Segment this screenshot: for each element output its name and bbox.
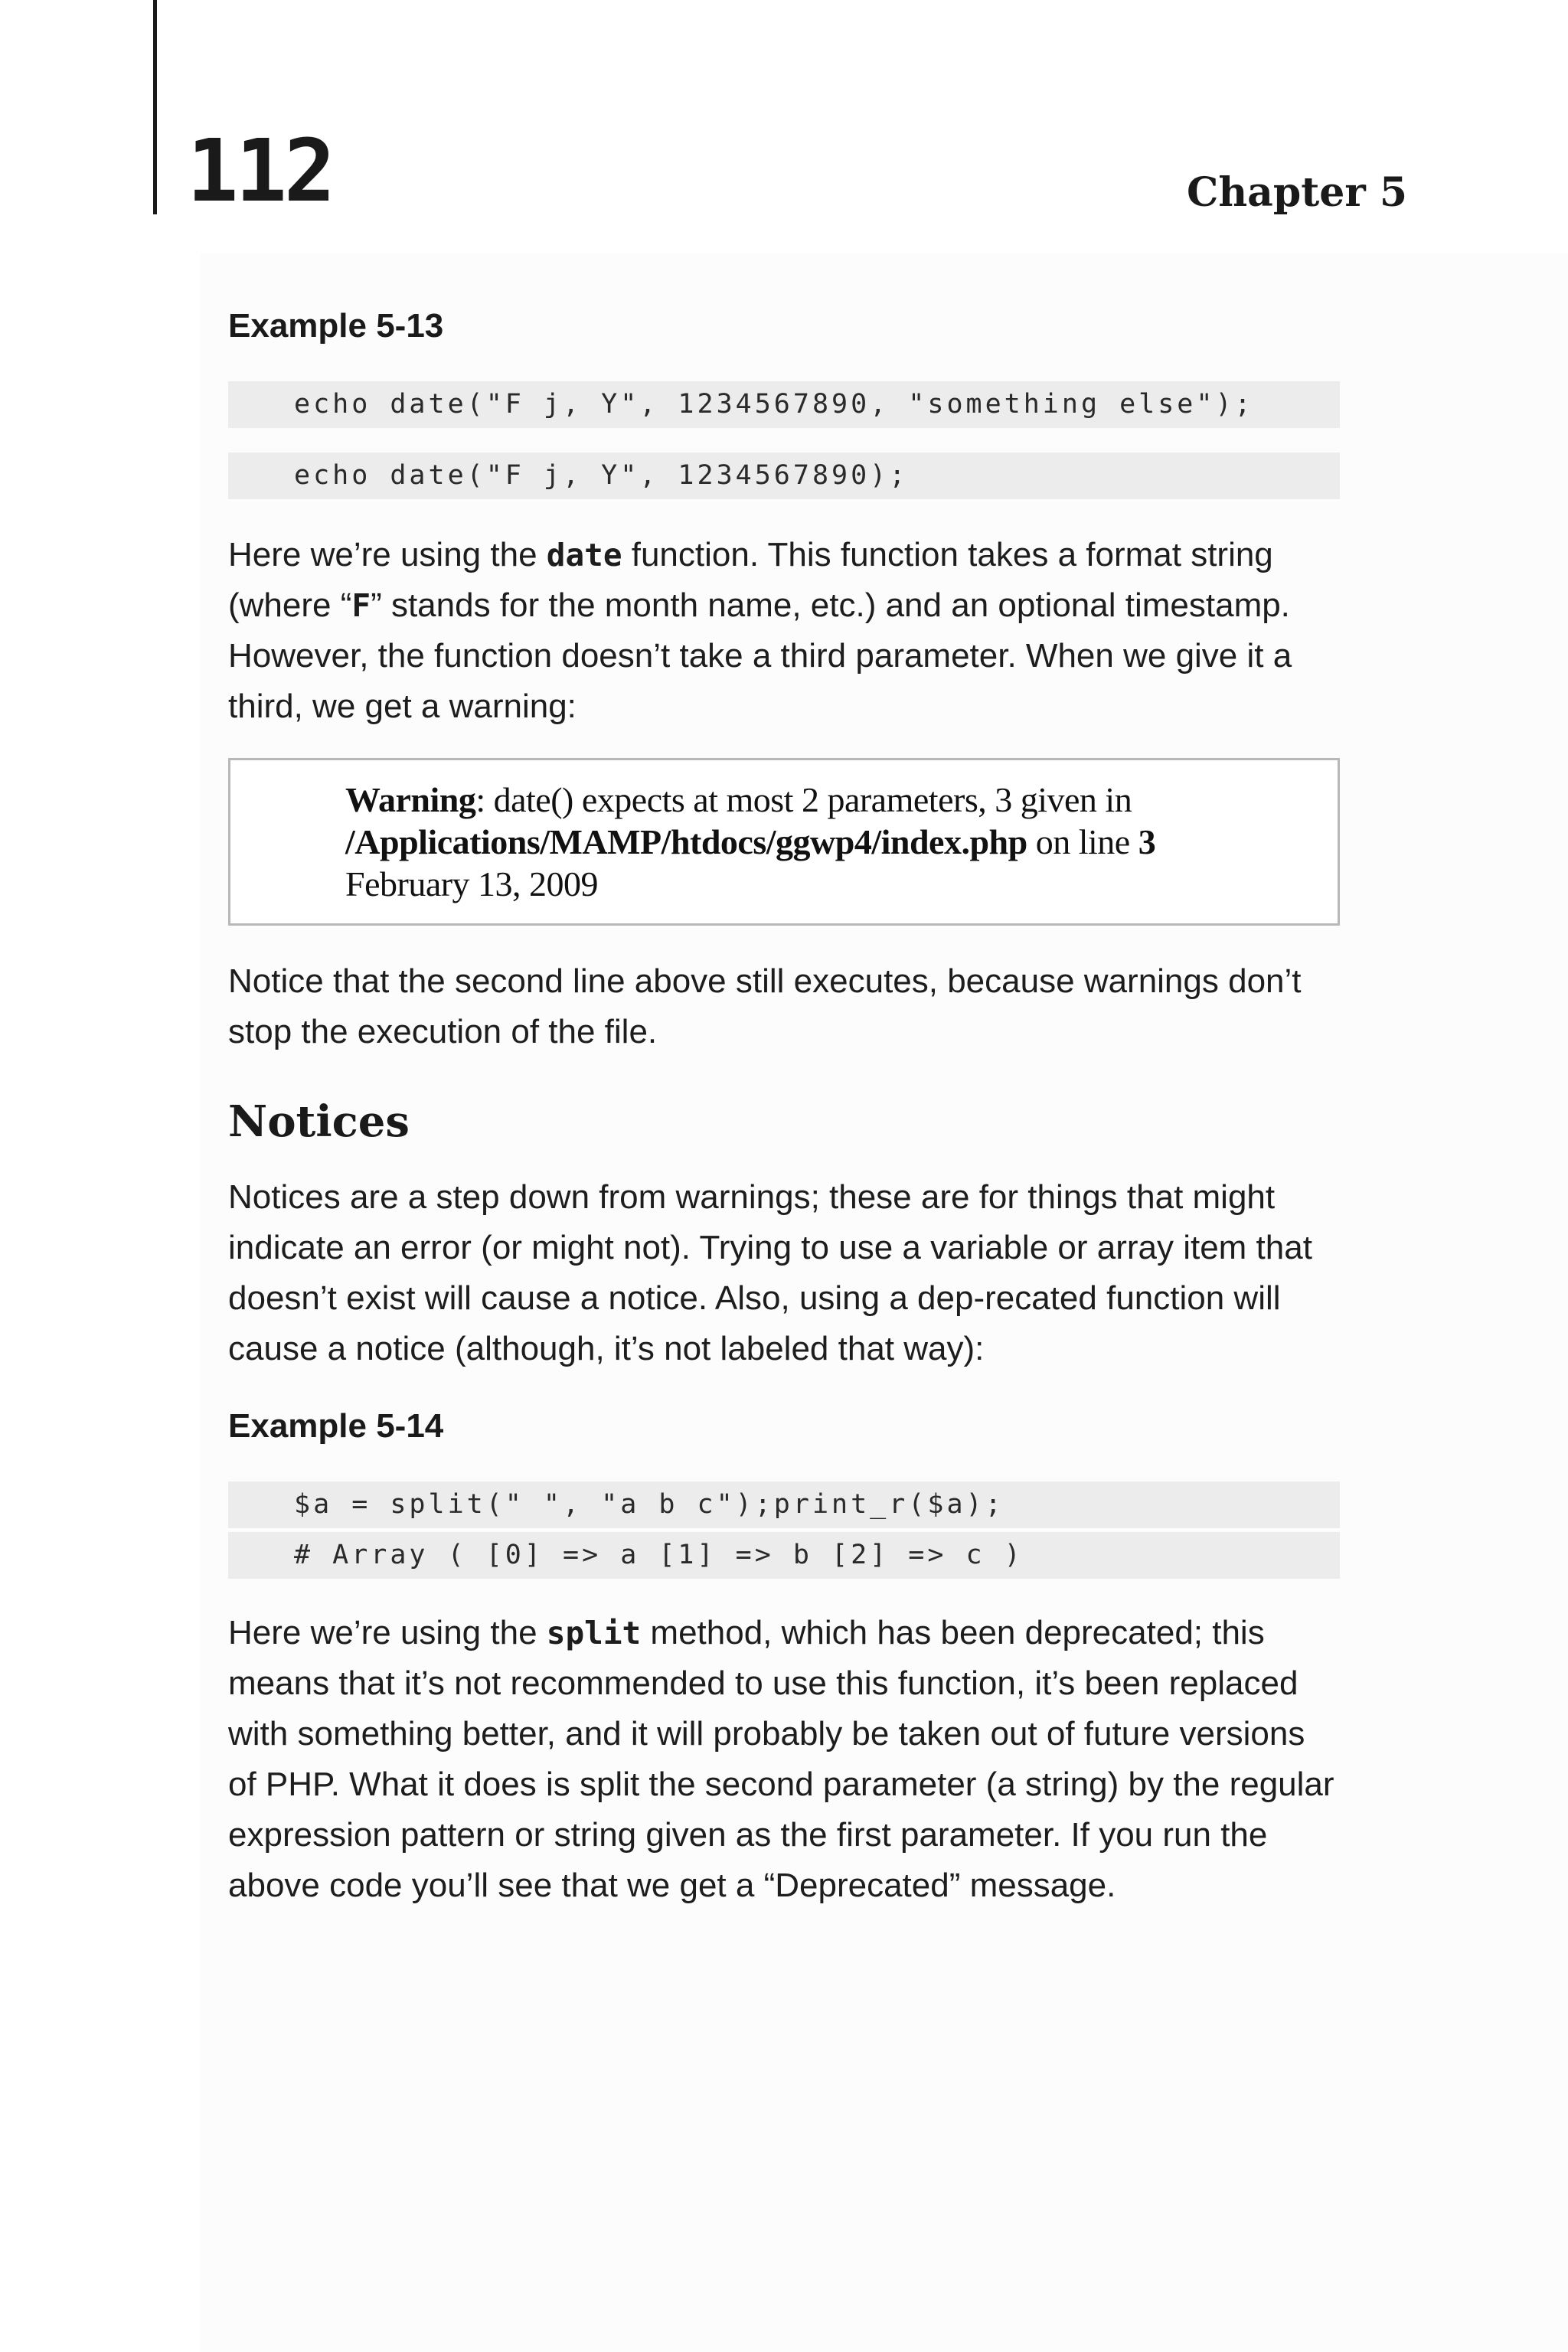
warning-line-1: Warning: date() expects at most 2 parameters, 3 given in xyxy=(345,780,1132,819)
code-line: echo date("F j, Y", 1234567890); xyxy=(228,452,1340,499)
code-line: # Array ( [0] => a [1] => b [2] => c ) xyxy=(228,1532,1340,1579)
page-edge-rule xyxy=(153,0,157,214)
warning-line-2: /Applications/MAMP/htdocs/ggwp4/index.php on line 3 xyxy=(345,822,1156,861)
code-line: echo date("F j, Y", 1234567890, "something else"); xyxy=(228,381,1340,428)
page-content xyxy=(228,309,1340,1911)
chapter-label: Chapter 5 xyxy=(1186,169,1407,216)
date-output: February 13, 2009 xyxy=(345,864,599,903)
example-5-13-label: Example 5-13 xyxy=(228,307,444,345)
paragraph-split-method: Here we’re using the split method, which has been deprecated; this means that it’s not recommended to use this function, it’s been replaced with something better, and it will probably be taken out of future versions of PHP. What it does is split the second parameter (a string) by the regular expression pattern or string given as the first parameter. If you run the above code you’ll see that we get a “Deprecated” message. xyxy=(228,1614,1334,1904)
warning-file-path: /Applications/MAMP/htdocs/ggwp4/index.php xyxy=(345,822,1027,861)
inline-code-date: date xyxy=(546,537,622,573)
warning-label: Warning xyxy=(345,780,476,819)
page-number: 112 xyxy=(187,122,333,221)
code-line: $a = split(" ", "a b c");print_r($a); xyxy=(228,1481,1340,1528)
paragraph-notices: Notices are a step down from warnings; these are for things that might indicate an error (or might not). Trying to use a variable or array item that doesn’t exist will cause a notice. Also, using a dep-recated function will cause a notice (although, it’s not labeled that way): xyxy=(228,1178,1312,1367)
paragraph-date-function: Here we’re using the date function. This function takes a format string (where “F” stands for the month name, etc.) and an optional timestamp. However, the function doesn’t take a third parameter. When we give it a third, we get a warning: xyxy=(228,536,1292,725)
inline-code-split: split xyxy=(546,1615,642,1651)
warning-output-box xyxy=(228,758,1340,926)
section-heading-notices: Notices xyxy=(228,1096,410,1147)
example-5-14-label: Example 5-14 xyxy=(228,1407,444,1445)
inline-code-f: F xyxy=(351,587,371,624)
warning-line-number: 3 xyxy=(1138,822,1156,861)
paragraph-warnings-execution: Notice that the second line above still executes, because warnings don’t stop the execution of the file. xyxy=(228,962,1302,1050)
